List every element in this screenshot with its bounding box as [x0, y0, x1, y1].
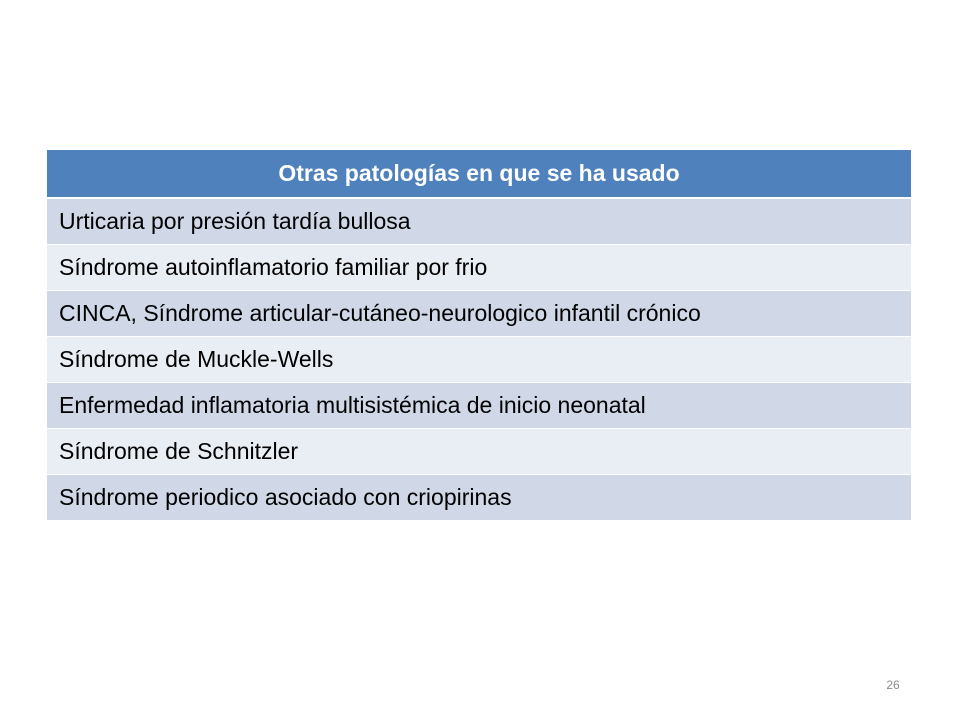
table-header: Otras patologías en que se ha usado	[47, 150, 911, 198]
table-row	[47, 428, 911, 474]
table-row	[47, 474, 911, 520]
table-row	[47, 382, 911, 428]
table-cell: Síndrome autoinflamatorio familiar por frio	[47, 244, 911, 290]
table-row	[47, 244, 911, 290]
table-row	[47, 290, 911, 336]
table-row	[47, 336, 911, 382]
table-row	[47, 198, 911, 244]
slide-number: 26	[886, 678, 900, 692]
table-header-row	[47, 150, 911, 198]
pathologies-table	[47, 150, 911, 520]
table-cell: Síndrome periodico asociado con criopirinas	[47, 474, 911, 520]
table-cell: Urticaria por presión tardía bullosa	[47, 198, 911, 244]
table-cell: Enfermedad inflamatoria multisistémica de inicio neonatal	[47, 382, 911, 428]
table-cell: Síndrome de Schnitzler	[47, 428, 911, 474]
table-cell: Síndrome de Muckle-Wells	[47, 336, 911, 382]
table-cell: CINCA, Síndrome articular-cutáneo-neurologico infantil crónico	[47, 290, 911, 336]
